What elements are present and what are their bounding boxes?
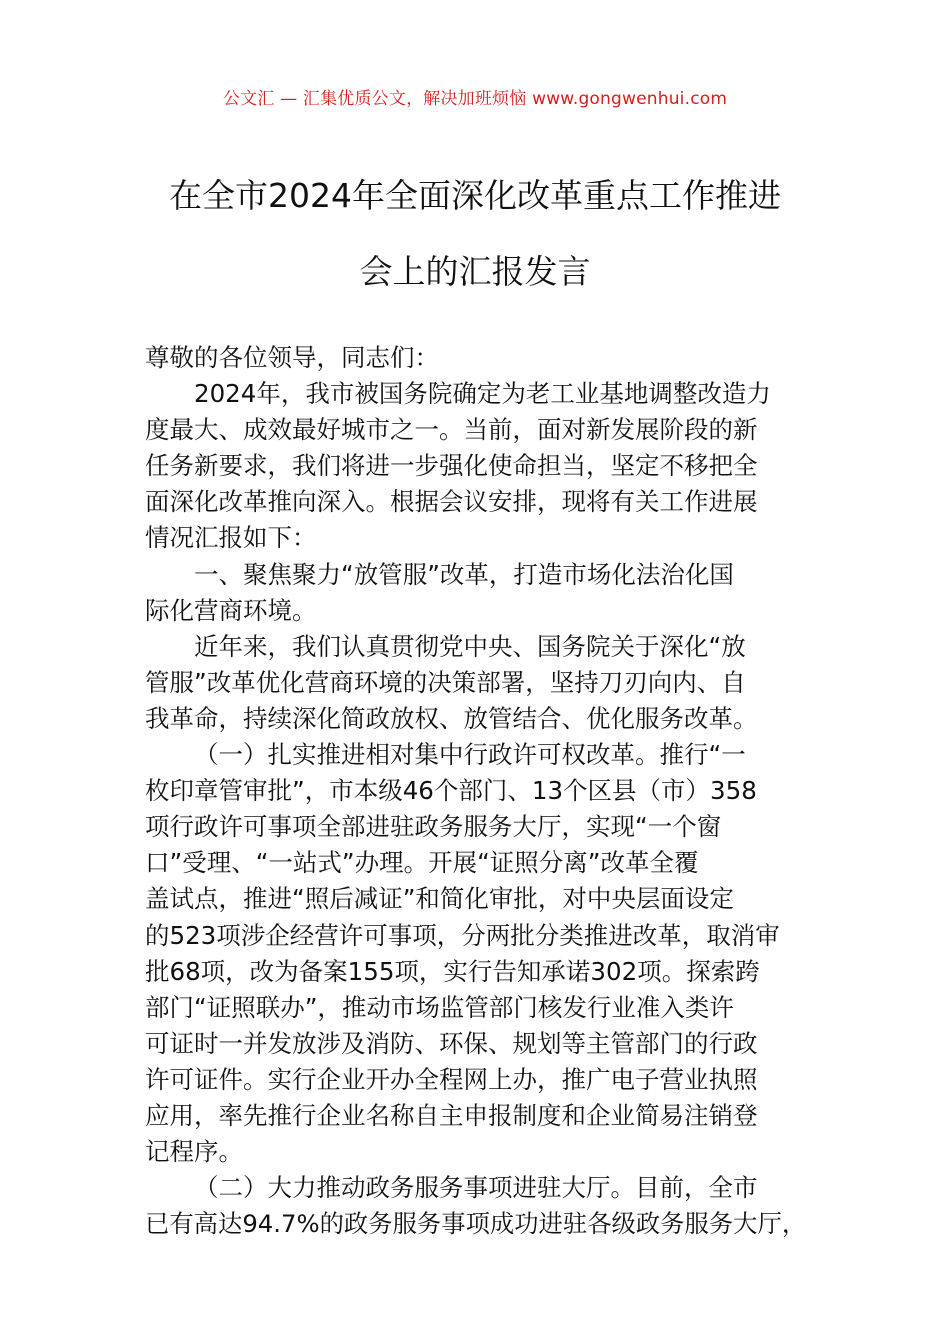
paragraph-line: 面深化改革推向深入。根据会议安排，现将有关工作进展 <box>145 487 758 517</box>
paragraph-line: 的523项涉企经营许可事项，分两批分类推进改革，取消审 <box>145 920 780 950</box>
paragraph-line: 部门“证照联办”，推动市场监管部门核发行业准入类许 <box>145 992 734 1022</box>
paragraph-line: （二）大力推动政务服务事项进驻大厅。目前，全市 <box>194 1173 758 1203</box>
paragraph-line: 近年来，我们认真贯彻党中央、国务院关于深化“放 <box>194 631 746 661</box>
paragraph-line: 应用，率先推行企业名称自主申报制度和企业简易注销登 <box>145 1100 758 1130</box>
section-heading-line: 一、聚焦聚力“放管服”改革，打造市场化法治化国 <box>194 559 734 589</box>
header-banner: 公文汇 — 汇集优质公文，解决加班烦恼 www.gongwenhui.com <box>222 89 728 109</box>
paragraph-line: 管服”改革优化营商环境的决策部署，坚持刀刃向内、自 <box>145 667 746 697</box>
document-body <box>145 340 810 1242</box>
salutation: 尊敬的各位领导，同志们： <box>145 343 439 372</box>
paragraph-line: 可证时一并发放涉及消防、环保、规划等主管部门的行政 <box>145 1028 758 1058</box>
paragraph-line: 许可证件。实行企业开办全程网上办，推广电子营业执照 <box>145 1064 758 1094</box>
document-title-line-2: 会上的汇报发言 <box>359 252 591 291</box>
document-title-line-1: 在全市2024年全面深化改革重点工作推进 <box>169 176 781 215</box>
paragraph-line: 2024年，我市被国务院确定为老工业基地调整改造力 <box>194 379 771 409</box>
paragraph-line: 我革命，持续深化简政放权、放管结合、优化服务改革。 <box>145 703 758 733</box>
paragraph-line: 度最大、成效最好城市之一。当前，面对新发展阶段的新 <box>145 415 758 445</box>
paragraph-line: 盖试点，推进“照后减证”和简化审批，对中央层面设定 <box>145 884 734 914</box>
paragraph-line: 记程序。 <box>145 1137 243 1167</box>
section-heading-line: 际化营商环境。 <box>145 595 317 625</box>
paragraph-line: 情况汇报如下： <box>145 523 317 553</box>
paragraph-line: 已有高达94.7%的政务服务事项成功进驻各级政务服务大厅， <box>145 1209 807 1239</box>
paragraph-line: （一）扎实推进相对集中行政许可权改革。推行“一 <box>194 740 746 770</box>
paragraph-line: 任务新要求，我们将进一步强化使命担当，坚定不移把全 <box>145 451 758 481</box>
paragraph-line: 口”受理、“一站式”办理。开展“证照分离”改革全覆 <box>145 848 699 878</box>
paragraph-line: 项行政许可事项全部进驻政务服务大厅，实现“一个窗 <box>145 812 722 842</box>
paragraph-line: 枚印章管审批”，市本级46个部门、13个区县（市）358 <box>145 776 757 806</box>
paragraph-line: 批68项，改为备案155项，实行告知承诺302项。探索跨 <box>145 956 760 986</box>
